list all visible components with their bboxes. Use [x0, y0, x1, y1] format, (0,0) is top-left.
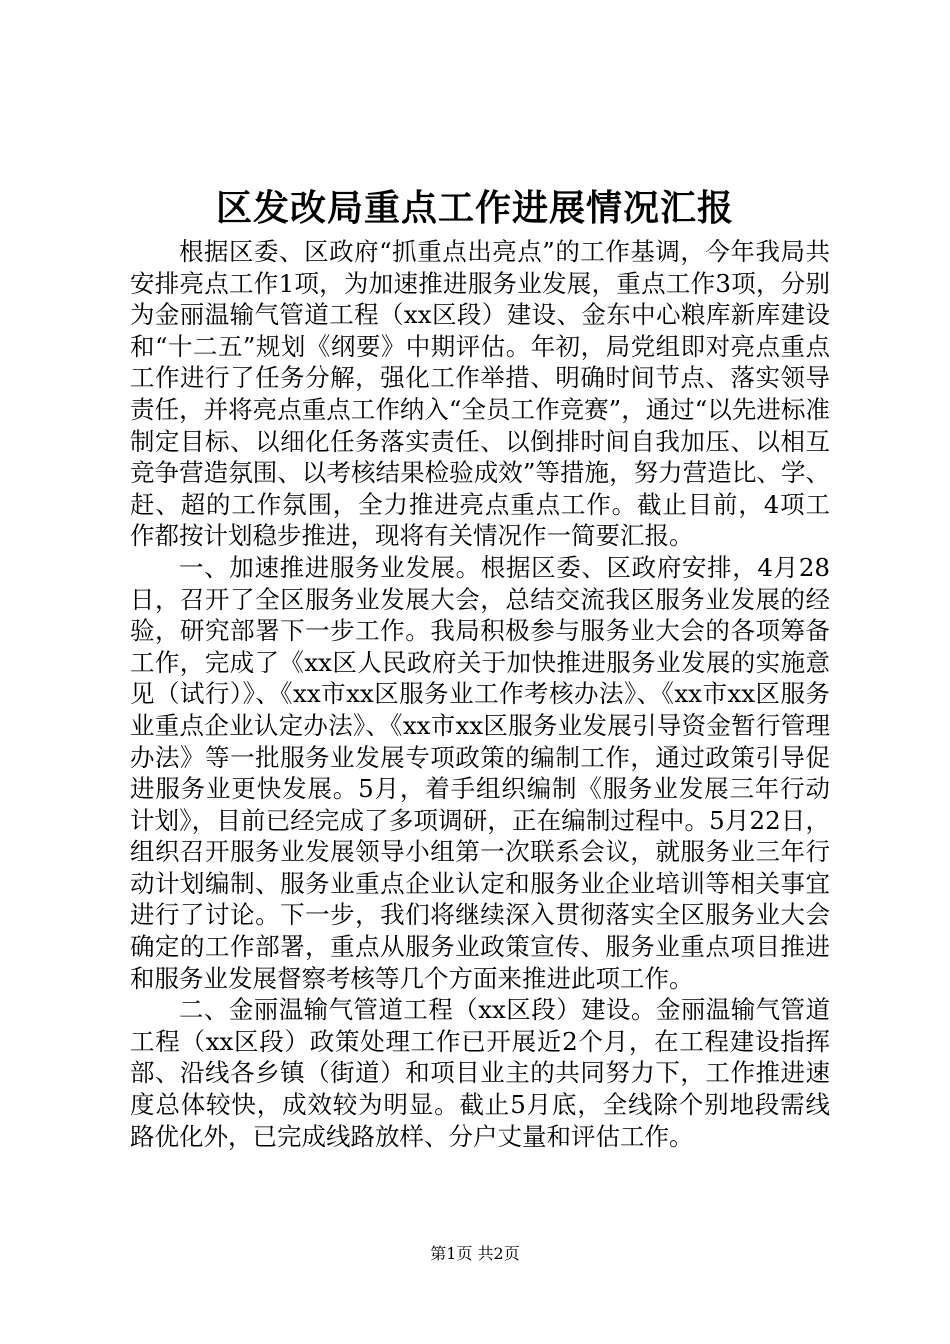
paragraph-section-1: 一、加速推进服务业发展。根据区委、区政府安排，4月28日，召开了全区服务业发展大会，总结交流我区服务业发展的经验，研究部署下一步工作。我局积极参与服务业大会的各项筹备工作，完成了《xx区人民政府关于加快推进服务业发展的实施意见（试行）》、《xx市xx区服务业工作考核办法》、《xx市xx区服务业重点企业认定办法》、《xx市xx区服务业发展引导资金暂行管理办法》等一批服务业发展专项政策的编制工作，通过政策引导促进服务业更快发展。5月，着手组织编制《服务业发展三年行动计划》，目前已经完成了多项调研，正在编制过程中。5月22日，组织召开服务业发展领导小组第一次联系会议，就服务业三年行动计划编制、服务业重点企业认定和服务业企业培训等相关事宜进行了讨论。下一步，我们将继续深入贯彻落实全区服务业大会确定的工作部署，重点从服务业政策宣传、服务业重点项目推进和服务业发展督察考核等几个方面来推进此项工作。	[130, 552, 830, 993]
page-number-footer: 第1页 共2页	[430, 1244, 520, 1263]
paragraph-section-2: 二、金丽温输气管道工程（xx区段）建设。金丽温输气管道工程（xx区段）政策处理工作已开展近2个月，在工程建设指挥部、沿线各乡镇（街道）和项目业主的共同努力下，工作推进速度总体较快，成效较为明显。截止5月底，全线除个别地段需线路优化外，已完成线路放样、分户丈量和评估工作。	[130, 995, 830, 1151]
document-title: 区发改局重点工作进展情况汇报	[215, 187, 734, 229]
document-body	[130, 236, 830, 1152]
paragraph-intro: 根据区委、区政府“抓重点出亮点”的工作基调，今年我局共安排亮点工作1项，为加速推进服务业发展，重点工作3项，分别为金丽温输气管道工程（xx区段）建设、金东中心粮库新库建设和“十二五”规划《纲要》中期评估。年初，局党组即对亮点重点工作进行了任务分解，强化工作举措、明确时间节点、落实领导责任，并将亮点重点工作纳入“全员工作竞赛”，通过“以先进标准制定目标、以细化任务落实责任、以倒排时间自我加压、以相互竞争营造氛围、以考核结果检验成效”等措施，努力营造比、学、赶、超的工作氛围，全力推进亮点重点工作。截止目前，4项工作都按计划稳步推进，现将有关情况作一简要汇报。	[130, 237, 830, 551]
